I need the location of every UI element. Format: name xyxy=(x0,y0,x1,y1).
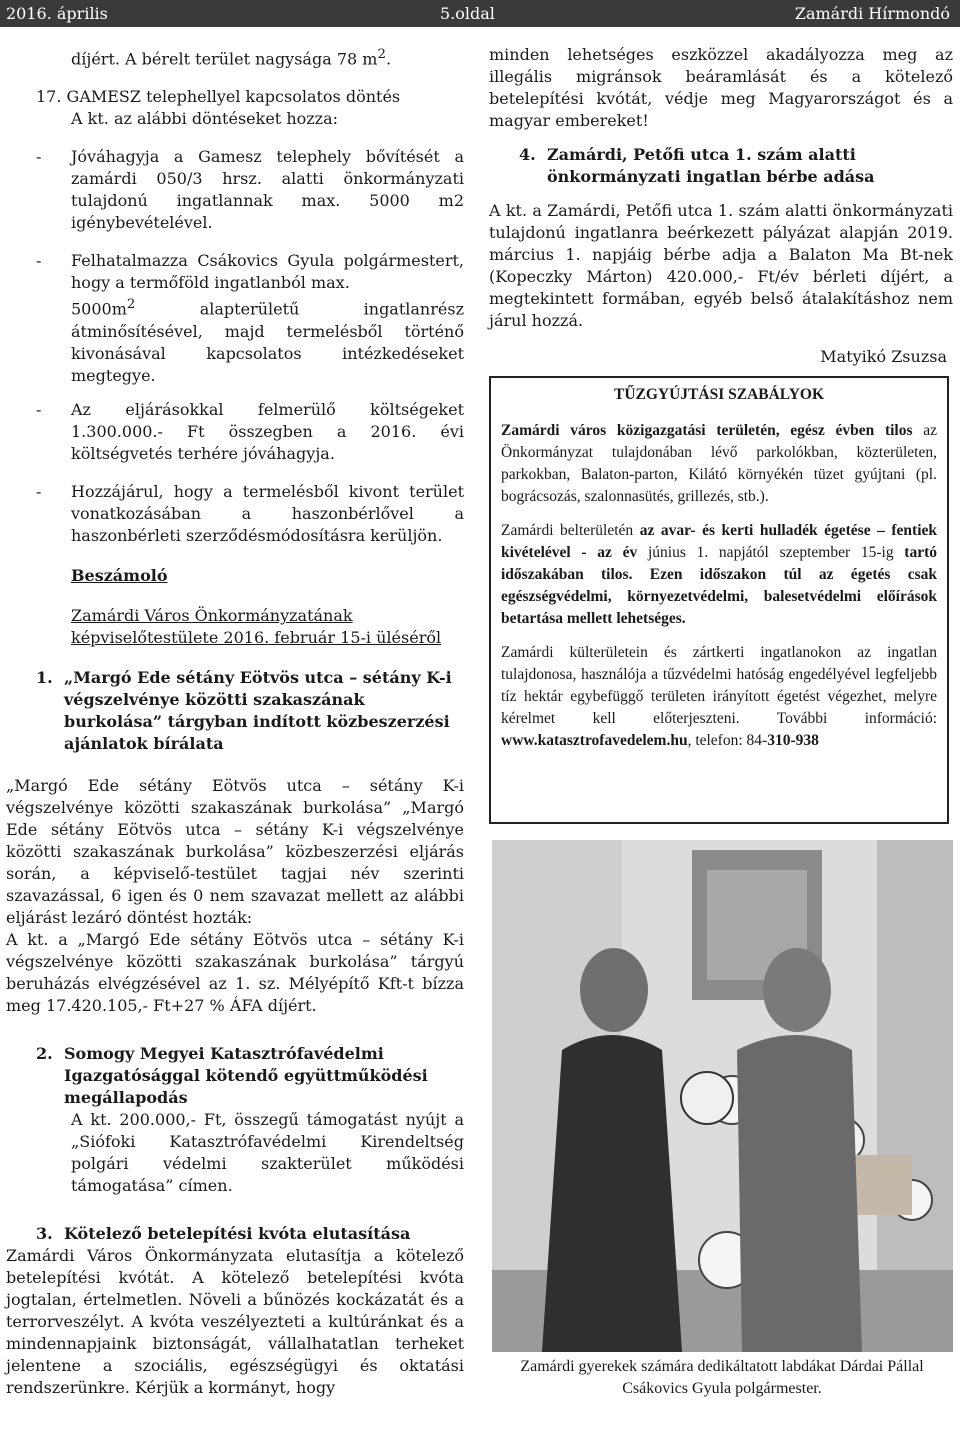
box-paragraph: Zamárdi belterületén az avar- és kerti hulladék égetése – fentiek kivételével - az év június 1. napjától szeptember 15-ig tartó időszakában tilos. Ezen időszakon túl az égetés csak egészségvédelmi, környezetvédelmi, balesetvédelmi előírások betartása mellett lehetséges. xyxy=(501,522,937,627)
photo-caption: Zamárdi gyerekek számára dedikáltatott labdákat Dárdai Pállal Csákovics Gyula polgármester. xyxy=(520,1358,924,1397)
photo xyxy=(492,840,953,1352)
header-date: 2016. április xyxy=(6,4,108,23)
report-subtitle: Zamárdi Város Önkormányzatának képviselőtestülete 2016. február 15-i üléséről xyxy=(71,605,442,647)
bullet-continuation: $5000m^2$ alapterületű ingatlanrész átminősítésével, majd termelésből történő kivonásával kapcsolatos intézkedéseket megtegye. xyxy=(71,297,464,385)
item2-title: 2. Somogy Megyei Katasztrófavédelmi Igazgatósággal kötendő együttműködési megállapodás xyxy=(36,1043,428,1107)
left-column xyxy=(6,44,464,1399)
continuation-text: minden lehetséges eszközzel akadályozza meg az illegális migránsok beáramlását és a kötelező betelepítési kvótát, védje meg Magyarországot és a magyar embereket! xyxy=(489,45,953,130)
item1-body: „Margó Ede sétány Eötvös utca – sétány K-i végszelvénye közötti szakaszának burkolása” „Margó Ede sétány Eötvös utca – sétány K-i végszelvénye közötti szakaszának burkolása” közbeszerzési eljárás során, a képviselő-testület tagjai név szerinti szavazással, 6 igen és 0 nem szavazat mellett az alábbi eljárást lezáró döntést hozták: xyxy=(6,775,464,927)
signature: Matyikó Zsuzsa xyxy=(820,347,947,366)
box-paragraph: Zamárdi külterületein és zártkerti ingatlanokon az ingatlan tulajdonosa, használója a tűzvédelmi hatóság engedélyével legfeljebb tíz hektár egybefüggő területen irányított égetést végezhet, melyre kérelmet kell előterjeszteni. További információ: www.katasztrofavedelem.hu, telefon: 84-310-938 xyxy=(501,644,937,749)
bullet-item: - Az eljárásokkal felmerülő költségeket 1.300.000.- Ft összegben a 2016. évi költségvetés terhére jóváhagyja. xyxy=(36,399,464,463)
fire-rules-box xyxy=(489,376,949,824)
website-link[interactable]: www.katasztrofavedelem.hu xyxy=(501,732,688,749)
bullet-item: - Jóváhagyja a Gamesz telephely bővítését a zamárdi 050/3 hrsz. alatti önkormányzati tulajdonú ingatlannak max. 5000 m2 igénybevételével. xyxy=(36,147,464,233)
page-header xyxy=(0,0,960,27)
box-title: TŰZGYÚJTÁSI SZABÁLYOK xyxy=(613,386,825,403)
right-column xyxy=(489,44,953,368)
item4-body: A kt. a Zamárdi, Petőfi utca 1. szám alatti önkormányzati tulajdonú ingatlanra beérkezett pályázat alapján 2019. március 1. napjáig bérbe adja a Balaton Ma Bt-nek (Kopeczky Márton) 420.000,- Ft/év bérleti díjért, a megtekintett formában, egyéb belső átalakításhoz nem járul hozzá. xyxy=(489,201,953,330)
item17-title: 17. GAMESZ telephellyel kapcsolatos döntés xyxy=(36,87,401,107)
report-title: Beszámoló xyxy=(71,565,168,585)
item4-title: 4. Zamárdi, Petőfi utca 1. szám alatti önkormányzati ingatlan bérbe adása xyxy=(519,145,875,186)
header-page: 5.oldal xyxy=(440,4,495,23)
photo-illustration xyxy=(492,840,953,1352)
bullet-item: - Hozzájárul, hogy a termelésből kivont terület vonatkozásában a haszonbérlővel a haszonbérleti szerződésmódosításra kerüljön. xyxy=(36,481,464,545)
item3-body: Zamárdi Város Önkormányzata elutasítja a kötelező betelepítési kvótát. A kötelező betelepítési kvóta jogtalan, értelmetlen. Növeli a bűnözés kockázatát és a terrorveszélyt. A kvóta veszélyezteti a kultúránkat és a mindennapjaink biztonságát, vállalhatatlan terheket jelentene a szociális, egészségügyi és oktatási rendszerünkre. Kérjük a kormányt, hogy xyxy=(6,1245,464,1397)
header-title: Zamárdi Hírmondó xyxy=(794,4,950,23)
item3-title: 3. Kötelező betelepítési kvóta elutasítása xyxy=(36,1223,411,1243)
bullet-item: - Felhatalmazza Csákovics Gyula polgármestert, hogy a termőföld ingatlanból max. xyxy=(36,251,464,293)
item1-title: 1. „Margó Ede sétány Eötvös utca – sétány K-i végszelvénye közötti szakaszának burkolása” tárgyban indított közbeszerzési ajánlatok bírálata xyxy=(36,667,452,753)
item1-decision: A kt. a „Margó Ede sétány Eötvös utca – sétány K-i végszelvénye közötti szakaszának burkolása” tárgyú beruházás elvégzésével az 1. sz. Mélyépítő Kft-t bízza meg 17.420.105,- Ft+27 % ÁFA díjért. xyxy=(6,929,464,1015)
continuation-line: díjért. A bérelt terület nagysága 78 $m^2$. xyxy=(71,47,392,69)
item2-body: A kt. 200.000,- Ft, összegű támogatást nyújt a „Siófoki Katasztrófavédelmi Kirendeltség polgári védelmi szakterület működési támogatása” címen. xyxy=(71,1109,464,1195)
box-paragraph: Zamárdi város közigazgatási területén, egész évben tilos az Önkormányzat tulajdonában lévő parkolókban, közterületen, parkokban, Balaton-parton, Kilátó környékén tüzet gyújtani (pl. bográcsozás, szalonnasütés, grillezés, stb.). xyxy=(501,422,937,505)
item17-intro: A kt. az alábbi döntéseket hozza: xyxy=(71,109,339,129)
